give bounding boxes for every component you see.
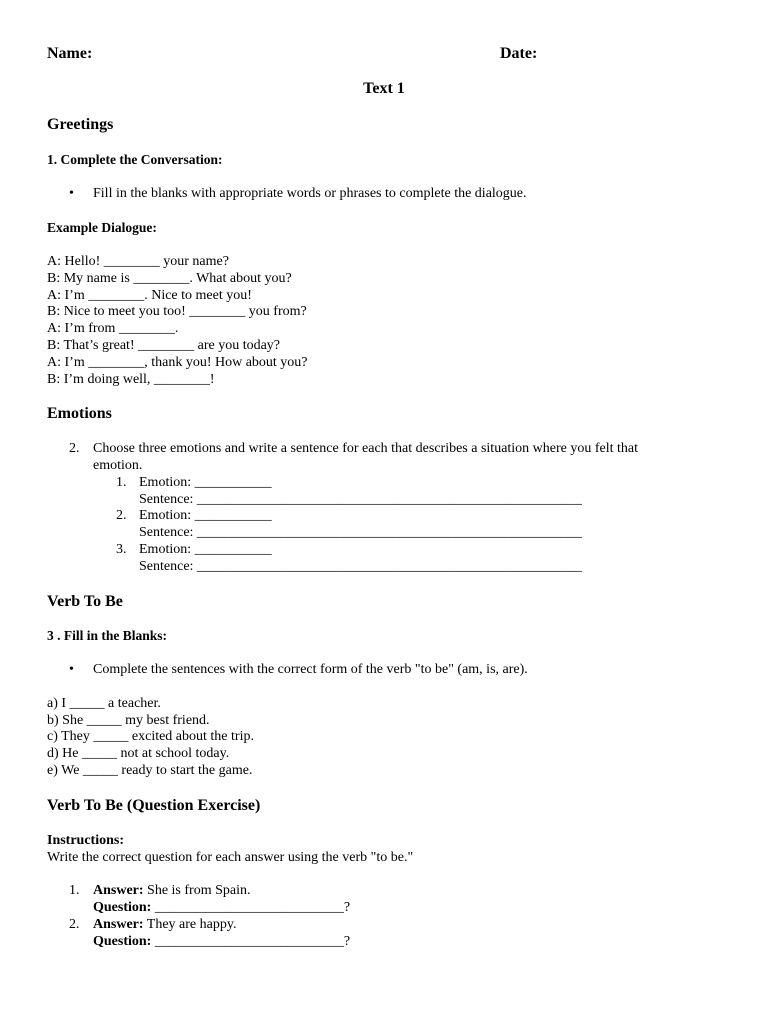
list-number: 2. bbox=[69, 441, 80, 456]
emotions-instruction-line1: Choose three emotions and write a sentence for each that describes a situation where you felt that bbox=[93, 441, 639, 456]
sentence-field: Sentence: _______________________________________________________ bbox=[139, 492, 582, 507]
sentence-field: Sentence: _______________________________________________________ bbox=[139, 525, 582, 540]
section-heading-emotions: Emotions bbox=[47, 405, 112, 422]
question-label: Question: bbox=[93, 934, 152, 949]
dialogue-line: A: I’m ________, thank you! How about you? bbox=[47, 355, 308, 370]
emotion-field: Emotion: ___________ bbox=[139, 542, 272, 557]
question-blank: ___________________________? bbox=[151, 934, 351, 949]
question-line bbox=[93, 900, 350, 917]
list-number: 1. bbox=[69, 883, 80, 898]
section-heading-question-exercise: Verb To Be (Question Exercise) bbox=[47, 797, 261, 814]
question-blank: ___________________________? bbox=[151, 900, 351, 915]
dialogue-line: A: I’m from ________. bbox=[47, 321, 179, 336]
document-title: Text 1 bbox=[363, 80, 405, 97]
section-heading-verb-to-be: Verb To Be bbox=[47, 593, 123, 610]
task-heading-3: 3 . Fill in the Blanks: bbox=[47, 628, 168, 643]
question-line bbox=[93, 934, 350, 951]
sub-list-number: 1. bbox=[116, 475, 127, 490]
fill-blank-line: a) I _____ a teacher. bbox=[47, 696, 161, 711]
answer-text: She is from Spain. bbox=[143, 883, 251, 898]
answer-line bbox=[93, 917, 236, 934]
task-heading-1: 1. Complete the Conversation: bbox=[47, 152, 223, 167]
emotions-instruction-line2: emotion. bbox=[93, 458, 143, 473]
dialogue-line: B: I’m doing well, ________! bbox=[47, 372, 215, 387]
dialogue-line: B: My name is ________. What about you? bbox=[47, 271, 292, 286]
list-number: 2. bbox=[69, 917, 80, 932]
answer-label: Answer: bbox=[93, 883, 144, 898]
section-heading-greetings: Greetings bbox=[47, 116, 114, 133]
fill-blank-line: e) We _____ ready to start the game. bbox=[47, 763, 253, 778]
dialogue-line: A: Hello! ________ your name? bbox=[47, 254, 229, 269]
example-dialogue-label: Example Dialogue: bbox=[47, 220, 157, 235]
fill-blank-line: b) She _____ my best friend. bbox=[47, 713, 210, 728]
sub-list-number: 3. bbox=[116, 542, 127, 557]
name-label: Name: bbox=[47, 45, 93, 62]
fill-blank-line: c) They _____ excited about the trip. bbox=[47, 729, 254, 744]
answer-line bbox=[93, 883, 251, 900]
question-label: Question: bbox=[93, 900, 152, 915]
bullet-icon: • bbox=[69, 186, 74, 201]
instructions-text: Write the correct question for each answer using the verb "to be." bbox=[47, 850, 414, 865]
fill-blank-line: d) He _____ not at school today. bbox=[47, 746, 230, 761]
dialogue-line: A: I’m ________. Nice to meet you! bbox=[47, 288, 252, 303]
verb-to-be-instruction: Complete the sentences with the correct form of the verb "to be" (am, is, are). bbox=[93, 662, 528, 677]
sub-list-number: 2. bbox=[116, 508, 127, 523]
answer-text: They are happy. bbox=[143, 917, 237, 932]
emotion-field: Emotion: ___________ bbox=[139, 508, 272, 523]
emotion-field: Emotion: ___________ bbox=[139, 475, 272, 490]
bullet-icon: • bbox=[69, 662, 74, 677]
sentence-field: Sentence: _______________________________________________________ bbox=[139, 559, 582, 574]
dialogue-line: B: That’s great! ________ are you today? bbox=[47, 338, 281, 353]
instructions-label: Instructions: bbox=[47, 833, 125, 848]
greetings-instruction: Fill in the blanks with appropriate words or phrases to complete the dialogue. bbox=[93, 186, 527, 201]
answer-label: Answer: bbox=[93, 917, 144, 932]
dialogue-line: B: Nice to meet you too! ________ you from? bbox=[47, 304, 307, 319]
date-label: Date: bbox=[500, 45, 538, 62]
